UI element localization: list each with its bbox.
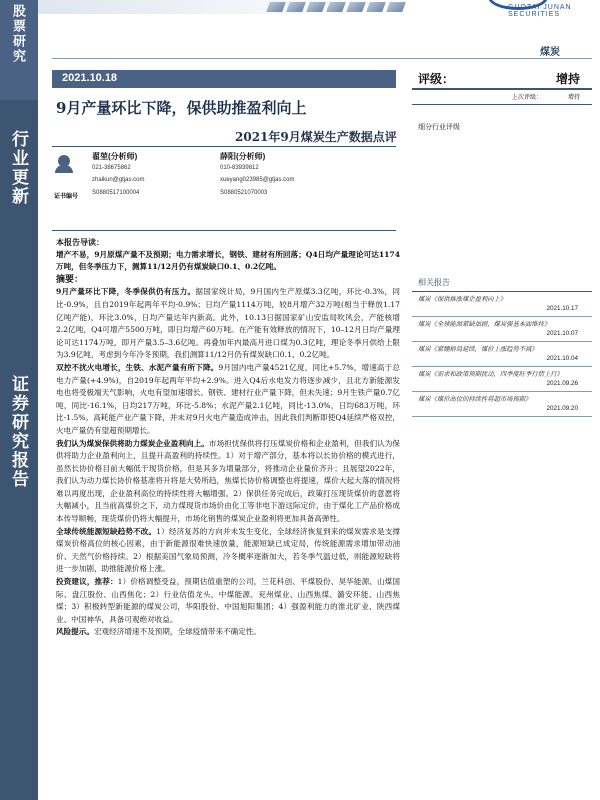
analyst-block (52, 146, 396, 231)
sidebar-top-label: 股票研究 (10, 4, 25, 64)
related-report-title: 煤炭《紧绷格局延续，煤价上涨趋势不减》 (418, 346, 538, 353)
related-report-item[interactable] (412, 317, 592, 342)
crystal-icon (286, 2, 306, 12)
sidebar-mid-label: 行业更新 (8, 130, 28, 206)
abstract-paragraph-4 (56, 526, 400, 576)
abstract-paragraph-2 (56, 362, 400, 438)
related-report-title: 煤炭《需求和政策预期扰动，四季度旺季行情上行》 (418, 371, 563, 378)
analyst-email[interactable]: xueyang023985@gtjas.com (220, 177, 295, 183)
report-title: 9月产量环比下降，保供助推盈利向上 (56, 99, 307, 117)
top-divider (52, 58, 592, 59)
related-report-title: 煤炭《保供推涨煤企盈利向上》 (418, 296, 507, 303)
related-report-date: 2021.09.26 (546, 380, 578, 387)
related-reports (412, 277, 592, 417)
paragraph-lead: 9月产量环比下降，冬季保供仍有压力。 (56, 287, 196, 297)
crystal-icon (306, 2, 326, 12)
related-report-date: 2021.10.04 (546, 355, 578, 362)
analyst-name: 翟堃(分析师) (92, 152, 138, 161)
analyst-cert: S0880517100004 (92, 190, 140, 196)
crystal-icon (386, 2, 406, 12)
report-body (56, 236, 400, 639)
abstract-paragraph-3 (56, 438, 400, 526)
crystal-icon (346, 2, 366, 12)
header-band (38, 0, 600, 18)
crystal-icon (326, 2, 346, 12)
company-logo-text: GUOTAI JUNAN SECURITIES (508, 4, 572, 18)
abstract-paragraph-6 (56, 626, 400, 639)
paragraph-text: 9月国内电产量4521亿度，同比+5.7%，增速高于总电力产量(+4.9%)，自2019年起两年平均+2.9%。进入Q4后水电发力将逐步减少，且北方新能源发电也将受极端天气影响，火电有望加速增长。钢铁、建材行业产量下降，但未失速；9月生铁产量0.7亿吨，同比-16.1%，日均217万吨，环比-5.8%；水泥产量2.1亿吨，同比-13.0%，日均683万吨，环比-1.5%。高耗能产业产量下降，并未对9月火电产量造成冲击，因此我们判断即使Q4延续严格双控，火电产量仍有望超预期增长。 (56, 362, 400, 435)
sidebar-bottom-label: 证券研究报告 (8, 375, 28, 489)
related-report-item[interactable] (412, 342, 592, 367)
cert-label: 证书编号 (54, 194, 79, 200)
crystal-icon (366, 2, 386, 12)
guide-text: 增产不易，9月原煤产量不及预期；电力需求增长，钢铁、建材有所回落；Q4日均产量理论可达1174万吨，但冬季压力下，测算11/12月仍有煤炭缺口0.1、0.2亿吨。 (56, 249, 400, 272)
guide-heading: 本报告导读： (56, 237, 104, 247)
paragraph-lead: 风险提示。 (56, 627, 94, 637)
paragraph-lead: 全球传统能源短缺趋势不改。 (56, 526, 157, 536)
related-report-date: 2021.10.07 (546, 330, 578, 337)
analyst-name: 薛阳(分析师) (220, 152, 266, 161)
paragraph-lead: 投资建议，推荐： (56, 577, 118, 587)
rating-divider (412, 88, 592, 90)
report-subtitle: 2021年9月煤炭生产数据点评 (235, 130, 397, 144)
related-reports-title: 相关报告 (412, 277, 592, 292)
previous-rating-label: 上次评级： (512, 95, 543, 101)
related-report-item[interactable] (412, 392, 592, 417)
previous-rating-value: 增持 (567, 95, 580, 101)
related-report-title: 煤炭《全球能源紧缺加剧，煤炭强基本面维持》 (418, 321, 551, 328)
analyst-cert: S0880521070003 (220, 190, 268, 196)
related-report-date: 2021.09.20 (546, 405, 578, 412)
related-report-item[interactable] (412, 367, 592, 392)
report-date: 2021.10.18 (52, 70, 396, 88)
paragraph-text: 宏观经济增速不及预期，全球疫情带来不确定性。 (93, 627, 262, 637)
analyst-phone: 021-38675862 (92, 165, 131, 171)
analyst-phone: 010-83939812 (220, 165, 259, 171)
paragraph-lead: 双控不扰火电增长，生铁、水泥产量有所下降。 (56, 362, 219, 372)
related-report-item[interactable] (412, 292, 592, 317)
person-icon (58, 155, 70, 167)
paragraph-text: 据国家统计局，9月国内生产原煤3.3亿吨，环比-0.3%，同比-0.9%，且自2019年起两年平均-0.9%；日均产量1114万吨，较8月增产32万吨(相当于释放1.17亿吨产能)，环比3.0%，日均产量达年内新高。此外，10.13日据国家矿山安监局吹风会，产能核增2.2亿吨，Q4可增产5500万吨，即日均增产60万吨。在产能有效释放的情况下，10–12月日均产量理论可达1174万吨，即月产量3.5–3.6亿吨。再叠加年内最高月进口煤为0.3亿吨，理论冬季月供给上限为3.9亿吨，考虑到今年冷冬预期，我们测算11/12月仍有煤炭缺口0.1、0.2亿吨。 (56, 287, 400, 360)
related-report-date: 2021.10.17 (546, 305, 578, 312)
related-report-title: 煤炭《煤价高位的持续性将超市场预期》 (418, 396, 532, 403)
crystal-decoration (268, 0, 458, 14)
rating-divider-lower (412, 104, 592, 105)
paragraph-text: 1）价格调整受益，预期估值重塑的公司，兰花科创、平煤股份、昊华能源、山煤国际、盘江股份、山西焦化；2）行业估值龙头，中煤能源、兖州煤业、山西焦煤、潞安环能、山西焦煤；3）积极转型新能源的煤炭公司，华阳股份、中国旭阳集团；4）强盈利能力的淮北矿业、陕西煤业、中国神华，具备可观绝对收益。 (56, 577, 401, 624)
abstract-heading: 摘要： (56, 274, 84, 285)
industry-tag: 煤炭 (540, 47, 560, 58)
paragraph-lead: 我们认为煤炭保供将助力煤炭企业盈利向上。 (56, 438, 209, 448)
analyst-email[interactable]: zhaikun@gtjas.com (92, 177, 145, 183)
left-sidebar (0, 0, 38, 800)
paragraph-text: 1）经济复苏的方向并未发生变化，全球经济恢复到来的煤炭需求是支撑煤炭价格高位的核心因素，由于新能源很难快速放量，能源短缺已成定局，传统能源需求增加带动油价、天然气价格持续。2）根据美国气象局预测，冷冬概率逐渐加大，若冬季气温过低，则能源短缺将进一步加剧，助推能源价格上涨。 (56, 526, 401, 574)
rating-value: 增持 (555, 72, 580, 86)
sub-industry-rating: 细分行业评级 (418, 124, 460, 131)
abstract-paragraph-5 (56, 576, 400, 626)
abstract-paragraph-1 (56, 286, 400, 362)
paragraph-text: 市场担忧保供将打压煤炭价格和企业盈利，但我们认为保供将助力企业盈利向上，且提升高盈利的持续性。1）对于增产部分，基本将以长协价格的模式进行，虽然长协价格目前大幅低于现货价格，但是其多为增量部分，将推动企业量价齐升；且展望2022年，我们认为动力煤长协价格基准将升将是大势所趋，焦煤长协价格调整也将提速，煤价大起大落的情况将难以再度出现，企业盈利高位的持续性将大幅增强。2）保供任务完成后，政策打压现货煤价的意愿将大幅减小，且当前高煤价之下，动力煤现货市场价由化工等非电下游这际定价，由于煤化工产品价格成本传导顺畅，现货煤价仍将大幅提升，市场化销售的煤炭企业盈利将更加具备高弹性。 (56, 438, 401, 524)
crystal-icon (266, 2, 286, 12)
rating-label: 评级： (418, 72, 455, 86)
